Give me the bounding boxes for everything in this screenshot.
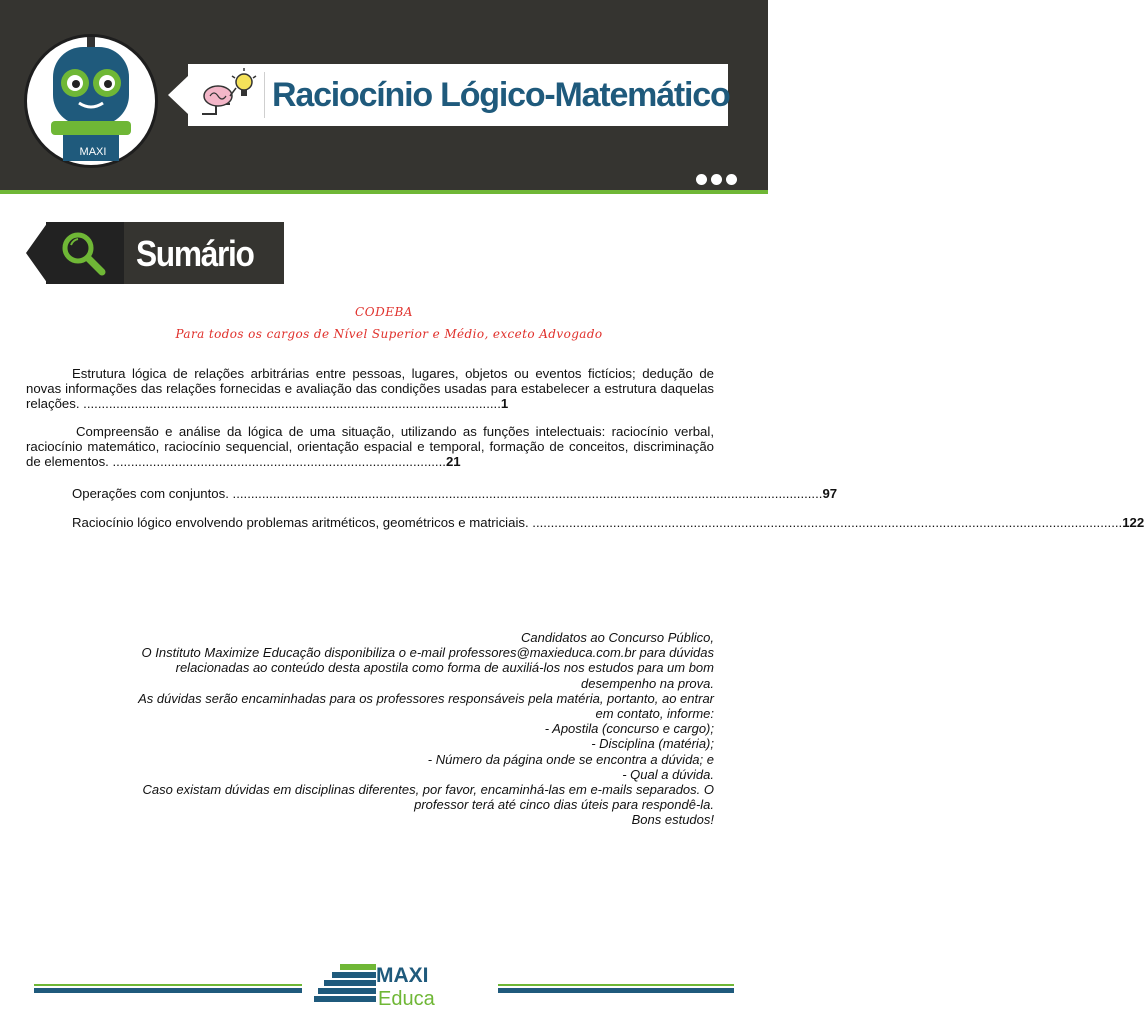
footer-divider-left bbox=[34, 988, 302, 993]
toc-entry-text: Raciocínio lógico envolvendo problemas aritméticos, geométricos e matriciais. bbox=[72, 515, 529, 530]
toc-entry[interactable]: Estrutura lógica de relações arbitrárias entre pessoas, lugares, objetos ou eventos fictícios; dedução de novas informações das relações fornecidas e avaliação das condições usadas para estabelecer a estrutura daquelas relações. ..................................................................................................................1 bbox=[26, 366, 714, 411]
maxi-educa-logo bbox=[312, 960, 462, 1010]
toc-entry[interactable]: Raciocínio lógico envolvendo problemas aritméticos, geométricos e matriciais. ................................................................................................................................................................. 122 bbox=[72, 515, 1144, 530]
note-line: - Apostila (concurso e cargo); bbox=[544, 721, 714, 737]
exam-name: CODEBA bbox=[355, 305, 413, 319]
note-line: Caso existam dúvidas em disciplinas diferentes, por favor, encaminhá-las em e-mails separados. O bbox=[142, 782, 714, 798]
logo-bottom-text: Educa bbox=[378, 988, 435, 1010]
note-line: em contato, informe: bbox=[595, 706, 714, 722]
section-arrow bbox=[26, 222, 48, 284]
note-line: As dúvidas serão encaminhadas para os professores responsáveis pela matéria, portanto, ao entrar bbox=[138, 690, 714, 706]
toc-entry-page: 97 bbox=[822, 486, 838, 501]
footer-divider-right bbox=[498, 988, 734, 993]
note-line: desempenho na prova. bbox=[581, 675, 714, 691]
logo-top-text: MAXI bbox=[376, 964, 429, 987]
note-line: Candidatos ao Concurso Público, bbox=[521, 630, 714, 645]
exam-subtitle: Para todos os cargos de Nível Superior e Médio, exceto Advogado bbox=[175, 327, 603, 341]
toc-entry-text: Compreensão e análise da lógica de uma situação, utilizando as funções intelectuais: raciocínio verbal, raciocínio matemático, raciocínio sequencial, orientação espacial e temporal, formação de conceitos, discriminação de elementos. bbox=[26, 424, 714, 469]
header-divider bbox=[0, 190, 768, 194]
note-line: - Número da página onde se encontra a dúvida; e bbox=[427, 751, 714, 767]
toc-entry-page: 1 bbox=[500, 396, 509, 411]
magnifier-icon bbox=[58, 228, 108, 278]
page-title: Raciocínio Lógico-Matemático bbox=[272, 76, 730, 114]
note-line: - Qual a dúvida. bbox=[622, 766, 714, 782]
note-line: O Instituto Maximize Educação disponibiliza o e-mail professores@maxieduca.com.br para dúvidas bbox=[141, 645, 714, 661]
toc-entry[interactable]: Operações com conjuntos. ................................................................................................................................................................. 97 bbox=[72, 486, 838, 501]
robot-logo-text: MAXI bbox=[79, 146, 107, 158]
note-line: Bons estudos! bbox=[631, 812, 714, 828]
footer-divider-left-accent bbox=[34, 984, 302, 986]
contact-note bbox=[60, 630, 714, 828]
table-of-contents bbox=[26, 366, 1144, 530]
toc-entry[interactable]: Compreensão e análise da lógica de uma situação, utilizando as funções intelectuais: raciocínio verbal, raciocínio matemático, raciocínio sequencial, orientação espacial e temporal, formação de conceitos, discriminação de elementos. ...........................................................................................21 bbox=[26, 424, 714, 469]
more-dots-icon bbox=[696, 172, 741, 184]
brain-lightbulb-icon bbox=[196, 66, 262, 124]
book-stack-icon bbox=[312, 960, 462, 1010]
note-line: - Disciplina (matéria); bbox=[591, 736, 714, 752]
section-title: Sumário bbox=[136, 233, 254, 274]
toc-entry-text: Operações com conjuntos. bbox=[72, 486, 229, 501]
title-separator bbox=[264, 72, 265, 118]
toc-entry-text: Estrutura lógica de relações arbitrárias entre pessoas, lugares, objetos ou eventos fictícios; dedução de novas informações das relações fornecidas e avaliação das condições usadas para estabelecer a estrutura daquelas relações. bbox=[26, 366, 714, 411]
footer-divider-right-accent bbox=[498, 984, 734, 986]
robot-mascot-icon bbox=[24, 34, 158, 168]
note-line: relacionadas ao conteúdo desta apostila como forma de auxiliá-los nos estudos para um bom bbox=[175, 660, 714, 676]
toc-entry-page: 21 bbox=[445, 454, 461, 469]
note-line: professor terá até cinco dias úteis para respondê-la. bbox=[414, 797, 714, 813]
title-arrow bbox=[168, 76, 188, 114]
toc-entry-page: 122 bbox=[1122, 515, 1144, 530]
